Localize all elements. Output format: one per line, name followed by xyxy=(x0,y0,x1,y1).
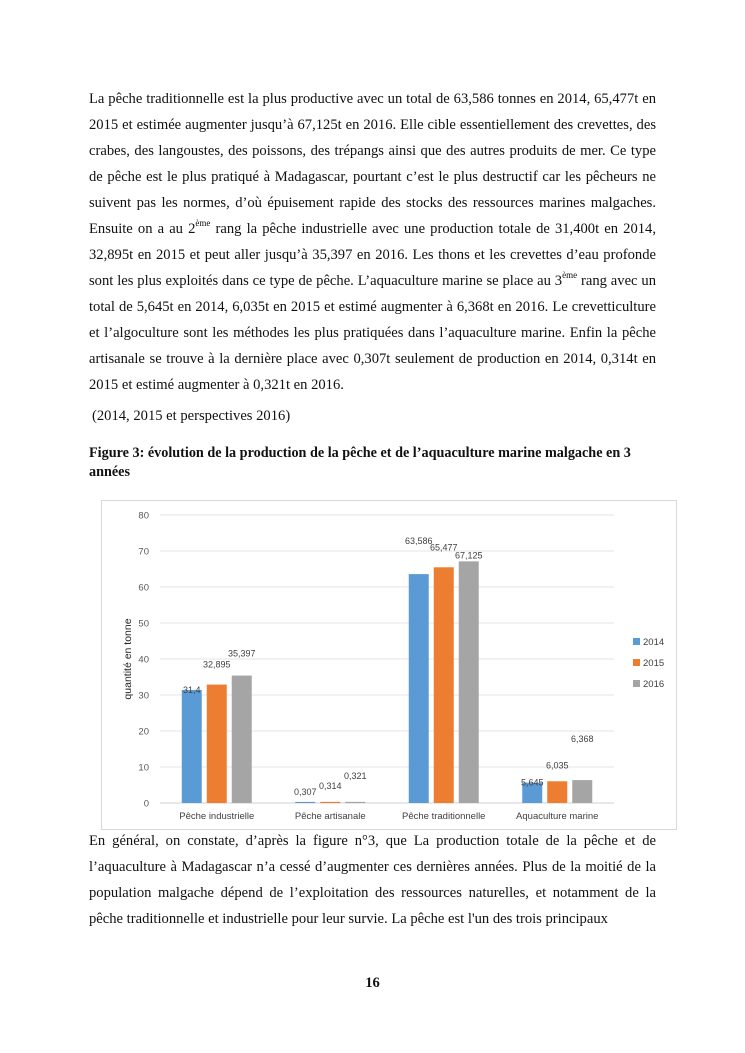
y-axis-label: quantité en tonne xyxy=(122,618,134,700)
bar-2014 xyxy=(409,574,429,803)
data-label: 0,307 xyxy=(293,787,317,797)
legend-swatch-2014 xyxy=(633,638,640,645)
legend-label-2015: 2015 xyxy=(643,658,665,669)
legend-label-2014: 2014 xyxy=(643,637,665,648)
bar-2015 xyxy=(207,685,227,803)
x-tick-label: Pêche traditionnelle xyxy=(402,811,486,822)
bar-chart-svg xyxy=(102,501,678,831)
data-label: 31,4 xyxy=(182,684,201,695)
legend-swatch-2015 xyxy=(633,659,640,666)
bar-2016 xyxy=(459,561,479,803)
legend-label-2016: 2016 xyxy=(643,679,665,690)
bar-2015 xyxy=(434,567,454,803)
data-label: 32,895 xyxy=(202,659,231,670)
y-tick-label: 20 xyxy=(138,726,149,738)
bar-2016 xyxy=(345,802,365,803)
y-tick-label: 40 xyxy=(138,654,149,666)
period-note: (2014, 2015 et perspectives 2016) xyxy=(92,408,291,424)
body-paragraph-1 xyxy=(89,86,656,398)
legend-swatch-2016 xyxy=(633,680,640,687)
data-label: 0,321 xyxy=(343,771,367,781)
superscript-eme-1: ème xyxy=(195,218,211,229)
bar-2016 xyxy=(572,780,592,803)
y-tick-label: 0 xyxy=(143,798,149,810)
bar-2014 xyxy=(182,690,202,803)
bar-2015 xyxy=(320,802,340,803)
x-tick-label: Pêche industrielle xyxy=(179,811,255,822)
bar-2014 xyxy=(295,802,315,803)
y-tick-label: 80 xyxy=(138,510,149,522)
y-tick-label: 10 xyxy=(138,762,149,774)
data-label: 67,125 xyxy=(454,550,483,561)
data-label: 6,368 xyxy=(570,734,594,745)
bar-2015 xyxy=(547,781,567,803)
data-label: 63,586 xyxy=(404,536,433,547)
data-label: 35,397 xyxy=(227,648,256,659)
data-label: 65,477 xyxy=(429,542,458,553)
superscript-eme-2: ème xyxy=(562,270,578,281)
figure-caption: Figure 3: évolution de la production de la pêche et de l’aquaculture marine malgache en 3 années xyxy=(89,445,631,480)
x-tick-label: Pêche artisanale xyxy=(294,811,366,822)
y-tick-label: 30 xyxy=(138,690,149,702)
paragraph-1-text-c: rang avec un total de 5,645t en 2014, 6,035t en 2015 et estimé augmenter à 6,368t en 2016. Le crevetticulture et l’algoculture sont les méthodes les plus pratiquées dans l’aquaculture marine. Enfin la pêche artisanale se trouve à la dernière place avec 0,307t seulement de production en 2014, 0,314t en 2015 et estimé augmenter à 0,321t en 2016. xyxy=(89,273,656,393)
y-tick-label: 50 xyxy=(138,618,149,630)
data-label: 0,314 xyxy=(318,781,342,791)
body-paragraph-2: En général, on constate, d’après la figure n°3, que La production totale de la pêche et de l’aquaculture à Madagascar n’a cessé d’augmenter ces dernières années. Plus de la moitié de la population malgache dépend de l’exploitation des ressources naturelles, et notamment de la pêche traditionnelle et industrielle pour leur survie. La pêche est l'un des trois principaux xyxy=(89,833,656,927)
bar-chart xyxy=(101,500,677,830)
paragraph-1-text-a: La pêche traditionnelle est la plus productive avec un total de 63,586 tonnes en 2014, 65,477t en 2015 et estimée augmenter jusqu’à 67,125t en 2016. Elle cible essentiellement des crevettes, des crabes, des langoustes, des poissons, des trépangs ainsi que des autres produits de mer. Ce type de pêche est le plus pratiqué à Madagascar, pourtant c’est le plus destructif car les pêcheurs ne suivent pas les normes, d’où épuisement rapide des stocks des ressources marines malgaches. Ensuite on a au 2 xyxy=(89,91,656,237)
page-number: 16 xyxy=(365,975,380,991)
paragraph-1-text-b: rang la pêche industrielle avec une production totale de 31,400t en 2014, 32,895t en 2015 et peut aller jusqu’à 35,397 en 2016. Les thons et les crevettes d’eau profonde sont les plus exploités dans ce type de pêche. L’aquaculture marine se place au 3 xyxy=(89,221,656,289)
x-tick-label: Aquaculture marine xyxy=(516,811,599,822)
data-label: 5,645 xyxy=(520,777,544,788)
y-tick-label: 70 xyxy=(138,546,149,558)
bar-2016 xyxy=(232,676,252,803)
y-tick-label: 60 xyxy=(138,582,149,594)
data-label: 6,035 xyxy=(545,760,569,771)
